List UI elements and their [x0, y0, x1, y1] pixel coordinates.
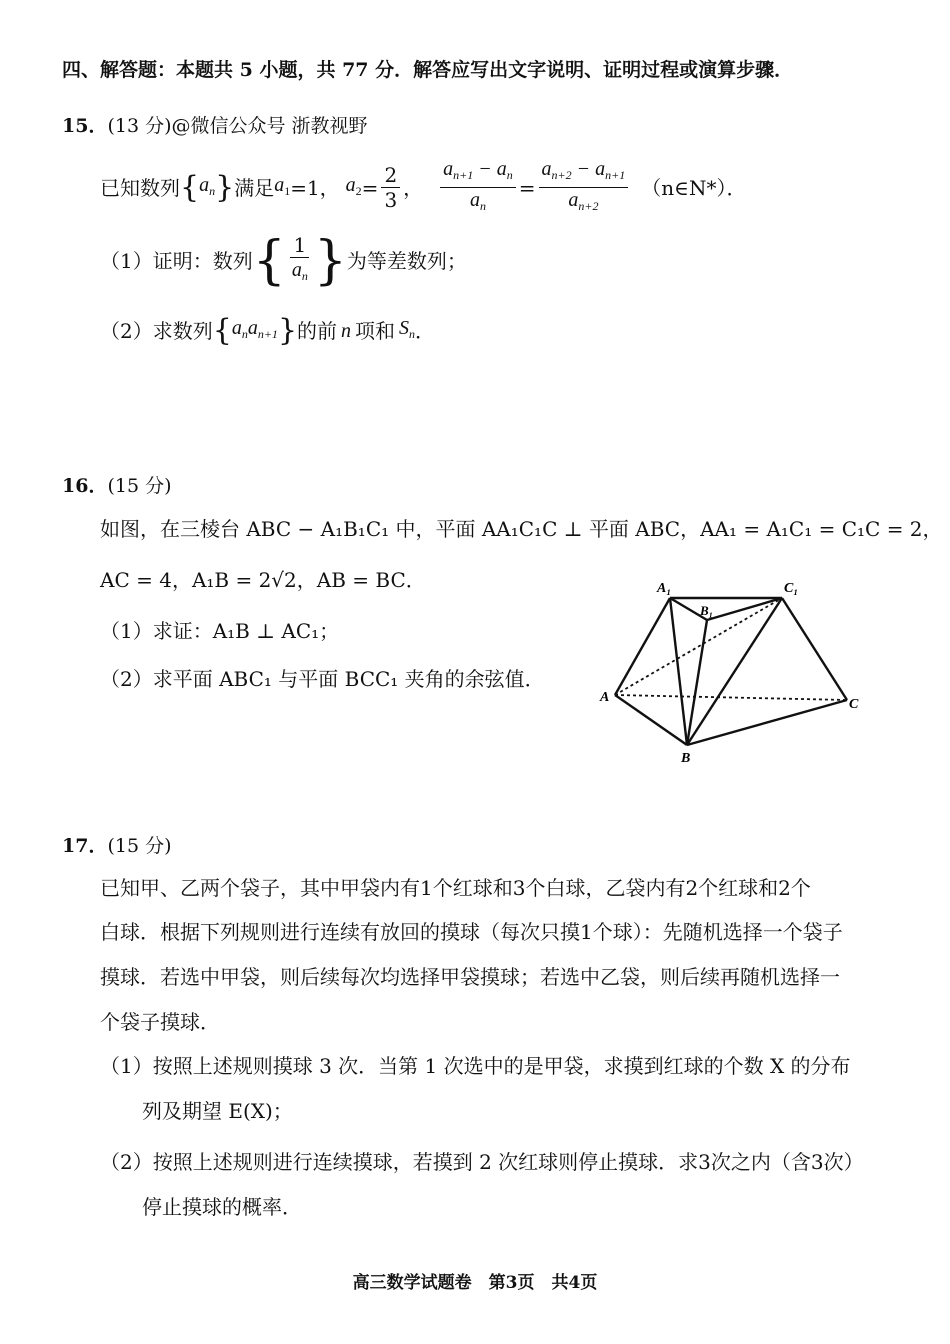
- q15-a2-den: 3: [384, 188, 398, 212]
- q17-part2-line1: （2）按照上述规则进行连续摸球，若摸到 2 次红球则停止摸球．求3次之内（含3次）: [100, 1150, 864, 1174]
- q15-part2-brace-close: }: [277, 313, 298, 348]
- q15-a2: $a_2$: [345, 173, 362, 198]
- q15-rec-left-num: $a_{n+1} - a_n$: [440, 158, 516, 188]
- label-b: B: [681, 751, 691, 766]
- q17-part2-line2: 停止摸球的概率．: [142, 1195, 302, 1219]
- q16-line1: 如图，在三棱台 ABC − A₁B₁C₁ 中，平面 AA₁C₁C ⊥ 平面 ABC，AA₁ = A₁C₁ = C₁C = 2，: [100, 517, 943, 541]
- q15-part2: [100, 313, 436, 348]
- q16-heading: [62, 474, 172, 498]
- q15-part1-den: $a_n$: [291, 259, 308, 283]
- q15-part1-num: 1: [290, 234, 309, 258]
- q15-part1-fraction: [289, 234, 311, 287]
- q15-a1: $a_1$: [274, 173, 291, 198]
- page-footer: 高三数学试题卷 第3页 共4页: [352, 1273, 598, 1293]
- q15-part2-end: ．: [415, 319, 436, 343]
- q15-rec-eq: =: [518, 175, 536, 200]
- section-header: 四、解答题：本题共 5 小题，共 77 分．解答应写出文字说明、证明过程或演算步骤．: [62, 59, 794, 81]
- label-b1: B₁: [700, 603, 714, 618]
- q15-seq-a: $a_n$: [199, 173, 216, 198]
- q15-intro-prefix: 已知数列: [100, 175, 180, 200]
- q17-heading: [62, 834, 172, 858]
- q15-part1-brace-open: {: [252, 230, 286, 291]
- q15-rec-left-den: $a_n$: [469, 189, 486, 213]
- q15-score: (13 分): [107, 115, 172, 137]
- q15-part2-brace-open: {: [212, 313, 232, 348]
- edge-ac-hidden: [615, 695, 847, 700]
- q16-line2: AC = 4，A₁B = 2√2，AB = BC．: [100, 568, 426, 592]
- q17-para4: 个袋子摸球．: [100, 1010, 220, 1034]
- label-c: C: [849, 697, 859, 712]
- q16-part1: （1）求证：A₁B ⊥ AC₁；: [100, 619, 340, 643]
- q15-part1-suffix: 为等差数列；: [346, 248, 467, 273]
- q15-heading: [62, 114, 368, 138]
- q15-a2-eq: =: [361, 175, 379, 200]
- q16-score: (15 分): [107, 475, 172, 497]
- q17-para2: 白球．根据下列规则进行连续有放回的摸球（每次只摸1个球）：先随机选择一个袋子: [100, 920, 843, 944]
- q16-frustum-figure: [595, 570, 875, 770]
- q15-intro-cond: 满足: [234, 175, 275, 200]
- q15-part2-n: n: [341, 320, 352, 342]
- label-a1: A₁: [657, 581, 672, 596]
- label-a: A: [600, 690, 610, 705]
- q15-rec-right-den: $a_{n+2}$: [568, 189, 599, 213]
- q15-part1-prefix: （1）证明：数列: [100, 248, 253, 273]
- q17-para1: 已知甲、乙两个袋子，其中甲袋内有1个红球和3个白球，乙袋内有2个红球和2个: [100, 876, 811, 900]
- edge-aa1: [615, 598, 670, 695]
- q15-a1-eq: =1，: [290, 175, 340, 200]
- q15-recurrence-right: [539, 158, 629, 217]
- q17-part1-line1: （1）按照上述规则摸球 3 次．当第 1 次选中的是甲袋，求摸到红球的个数 X 的分布: [100, 1054, 851, 1078]
- q15-part2-S: $S_n$: [399, 317, 416, 341]
- q15-watermark: @微信公众号 浙教视野: [171, 115, 368, 137]
- q15-a2-num: 2: [381, 164, 400, 188]
- q15-part2-term: $a_na_{n+1}$: [231, 317, 278, 341]
- q17-part1-line2: 列及期望 E(X)；: [142, 1099, 293, 1123]
- q15-part2-prefix: （2）求数列: [100, 319, 213, 343]
- edge-cc1: [782, 598, 847, 700]
- q15-intro: [100, 158, 746, 217]
- q15-rec-right-num: $a_{n+2} - a_{n+1}$: [539, 158, 629, 188]
- q15-n-domain: （n∈N*）．: [641, 175, 747, 200]
- q15-seq-brace-close: }: [215, 169, 235, 205]
- q15-part2-mid: 项和: [355, 319, 396, 343]
- q15-a2-fraction: [381, 164, 400, 211]
- q16-part2: （2）求平面 ABC₁ 与平面 BCC₁ 夹角的余弦值．: [100, 667, 545, 691]
- q17-para3: 摸球．若选中甲袋，则后续每次均选择甲袋摸球；若选中乙袋，则后续再随机选择一: [100, 965, 840, 989]
- q15-recurrence-left: [440, 158, 516, 217]
- edge-ab: [615, 695, 687, 745]
- edge-a1b: [670, 598, 687, 745]
- q15-part1-brace-close: }: [313, 230, 347, 291]
- q15-comma: ，: [403, 175, 424, 200]
- q17-number: 17．: [62, 835, 108, 857]
- q17-score: (15 分): [107, 835, 172, 857]
- q15-number: 15．: [62, 115, 108, 137]
- label-c1: C₁: [784, 581, 799, 596]
- q16-number: 16．: [62, 475, 108, 497]
- q15-part1: [100, 230, 467, 291]
- q15-seq-brace: {: [180, 169, 200, 205]
- q15-part2-suffix: 的前: [297, 319, 338, 343]
- edge-bb1: [687, 620, 707, 745]
